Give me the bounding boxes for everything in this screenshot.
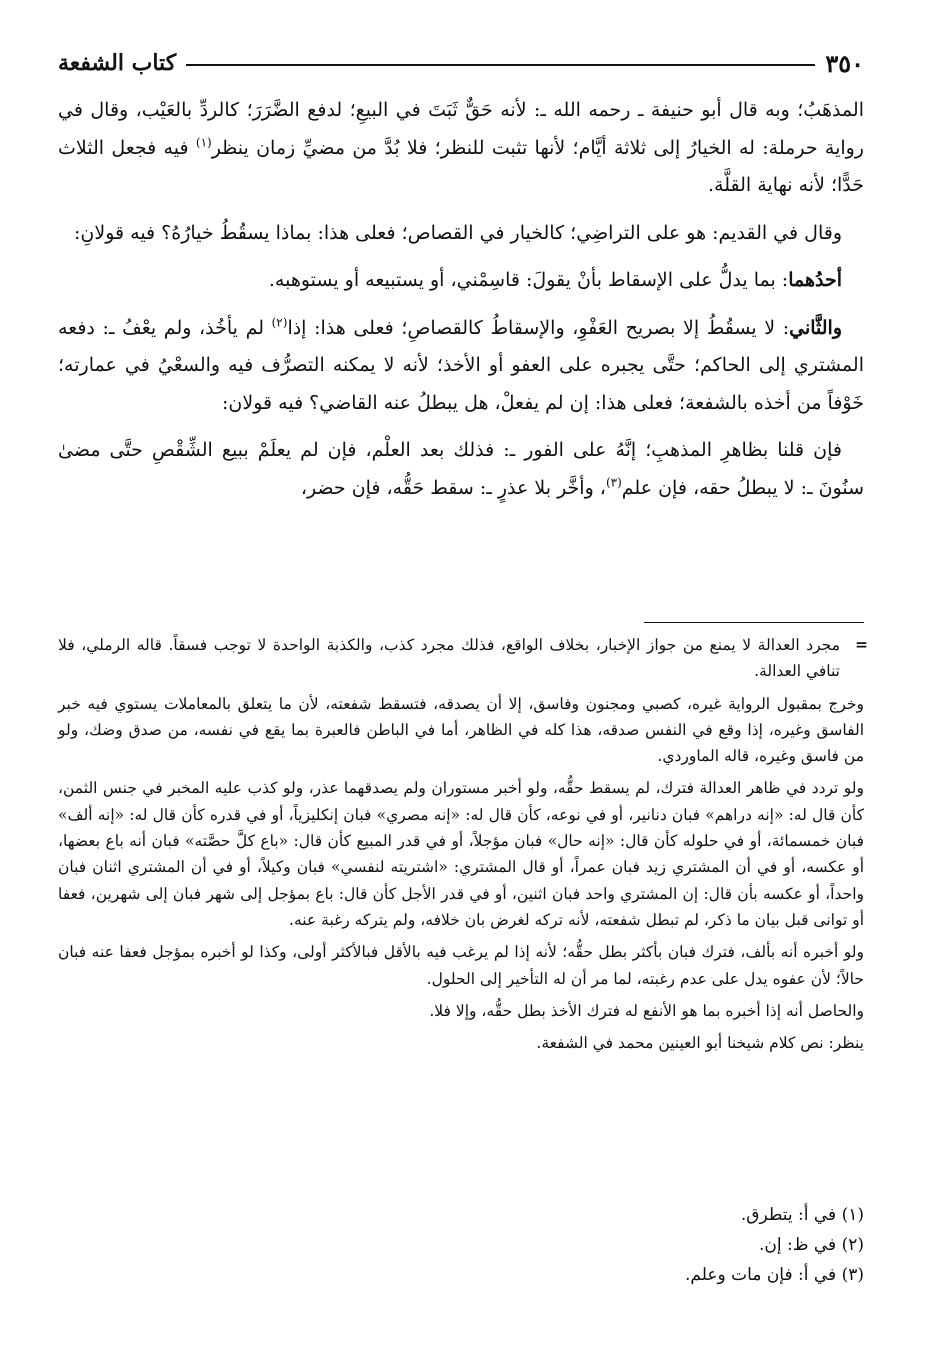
footnote-2: (٢) في ظ: إن.: [759, 1235, 864, 1255]
footnote-1: (١) في أ: يتطرق.: [740, 1205, 864, 1225]
main-text: [58, 92, 864, 517]
footnote-ref-3[interactable]: (٣): [605, 475, 622, 490]
continuation-mark: =: [855, 635, 868, 654]
header-rule: [186, 64, 815, 66]
note-paragraph: ولو أخبره أنه بألف، فترك فبان بأكثر بطل حقُّه؛ لأنه إذا لم يرغب فيه بالأقل فبالأكثر أولى، وكذا لو أخبره بمؤجل فعفا عنه فبان حالاً؛ لأن عفوه يدل على عدم رغبته، لما مر أن له التأخير إلى الحلول.: [58, 943, 864, 988]
book-title: كتاب الشفعة: [58, 50, 177, 76]
first-opinion-label: أحدُهما: [788, 269, 842, 291]
page: [58, 0, 868, 1362]
notes-divider: [644, 622, 864, 623]
commentary-notes: [58, 632, 868, 1062]
note-paragraph: ينظر: نص كلام شيخنا أبو العينين محمد في الشفعة.: [536, 1034, 864, 1053]
page-header: [58, 46, 864, 80]
paragraph-3: أحدُهما: بما يدلُّ على الإسقاط بأنْ يقولَ: قاسِمْني، أو يستبيعه أو يستوهبه.: [268, 269, 842, 291]
footnote-ref-2[interactable]: (٢): [271, 315, 288, 330]
paragraph-4: والثَّاني: لا يسقُطُ إلا بصريح العَفْوِ، والإسقاطُ كالقصاصِ؛ فعلى هذا: إذا$^{(٢)}$ لم يأخُذ، ولم يعْفُ ـ: دفعه المشتري إلى الحاكم؛ حتَّى يجبره على العفو أو الأخذ؛ لأنه لا يمكنه التصرُّف فيه والسعْيُ في عمارته؛ خَوْفاً من أخذه بالشفعة؛ فعلى هذا: إن لم يفعلْ، هل يبطلُ عنه القاضي؟ فيه قولان:: [58, 315, 864, 414]
footnotes: [58, 1200, 864, 1290]
paragraph-1: المذهَبُ؛ وبه قال أبو حنيفة ـ رحمه الله ـ: لأنه حَقٌّ ثَبَتَ في البيعِ؛ لدفع الضَّرَرَ؛ كالردِّ بالعَيْب، وقال في رواية حرملة: له الخيارُ إلى ثلاثة أيَّام؛ لأنها تثبت للنظر؛ فلا بُدَّ من مضيِّ زمان ينظر$^{(١)}$ فيه فجعل الثلاث حَدًّا؛ لأنه نهاية القلَّة.: [58, 99, 864, 196]
page-number: ٣٥٠: [825, 48, 864, 78]
note-paragraph: والحاصل أنه إذا أخبره بما هو الأنفع له فترك الأخذ بطل حقُّه، وإلا فلا.: [429, 1001, 864, 1020]
footnote-ref-1[interactable]: (١): [195, 135, 212, 150]
note-paragraph: ولو تردد في ظاهر العدالة فترك، لم يسقط حقُّه، ولو أخبر مستوران ولم يصدقهما عذر، ولو كذب عليه المخبر في جنس الثمن، كأن قال له: «إنه دراهم» فبان دنانير، أو في نوعه، كأن قال له: «إنه مصري» فبان إنكليزياً، أو في قدره كأن قال له: «إنه ألف» فبان خمسمائة، أو في حلوله كأن قال: «إنه حال» فبان مؤجلاً، أو في قدر المبيع كأن قال: «باع كلَّ حصَّته» فبان أنه باع بعضها، أو عكسه، أو في أن المشتري زيد فبان عمراً، أو قال المشتري: «اشتريته لنفسي» فبان وكيلاً، أو في أن المشتري اثنان فبان واحداً، أو عكسه بأن قال: إن المشتري واحد فبان اثنين، أو في قدر الأجل كأن قال: باع بمؤجل إلى شهر فبان إلى شهرين، فعفا أو توانى قبل بيان ما ذكر، لم تبطل شفعته، لأنه تركه لغرض بان خلافه، ولم يتركه رغبة عنه.: [58, 779, 864, 929]
note-paragraph: وخرج بمقبول الرواية غيره، كصبي ومجنون وفاسق، إلا أن يصدقه، فتسقط شفعته، لأن ما يتعلق بالمعاملات يستوي فيه خبر الفاسق وغيره، إذا وقع في النفس صدقه، هذا كله في الظاهر، أما في الباطن فالعبرة بما يقع في نفسه، من صدق وضك، ولو من فاسق وغيره، قاله الماوردي.: [58, 694, 864, 766]
note-continued: = مجرد العدالة لا يمنع من جواز الإخبار، بخلاف الواقع، فذلك مجرد كذب، والكذبة الواحدة لا توجب فسقاً. قاله الرملي، فلا تنافي العدالة.: [58, 632, 864, 685]
footnote-3: (٣) في أ: فإن مات وعلم.: [685, 1265, 864, 1285]
paragraph-5: فإن قلنا بظاهرِ المذهبِ؛ إنَّهُ على الفور ـ: فذلك بعد العلْم، فإن لم يعلَمْ ببيع الشِّقْصِ حتَّى مضىٰ سنُونَ ـ: لا يبطلُ حقه، فإن علم$^{(٣)}$، وأخَّر بلا عذرٍ ـ: سقط حَقُّه، فإن حضر،: [58, 439, 864, 499]
second-opinion-label: والثَّاني: [789, 316, 842, 339]
paragraph-2: وقال في القديم: هو على التراضِي؛ كالخيار في القصاص؛ فعلى هذا: بماذا يسقُطُ خيارُهُ؟ فيه قولانِ:: [74, 221, 842, 244]
